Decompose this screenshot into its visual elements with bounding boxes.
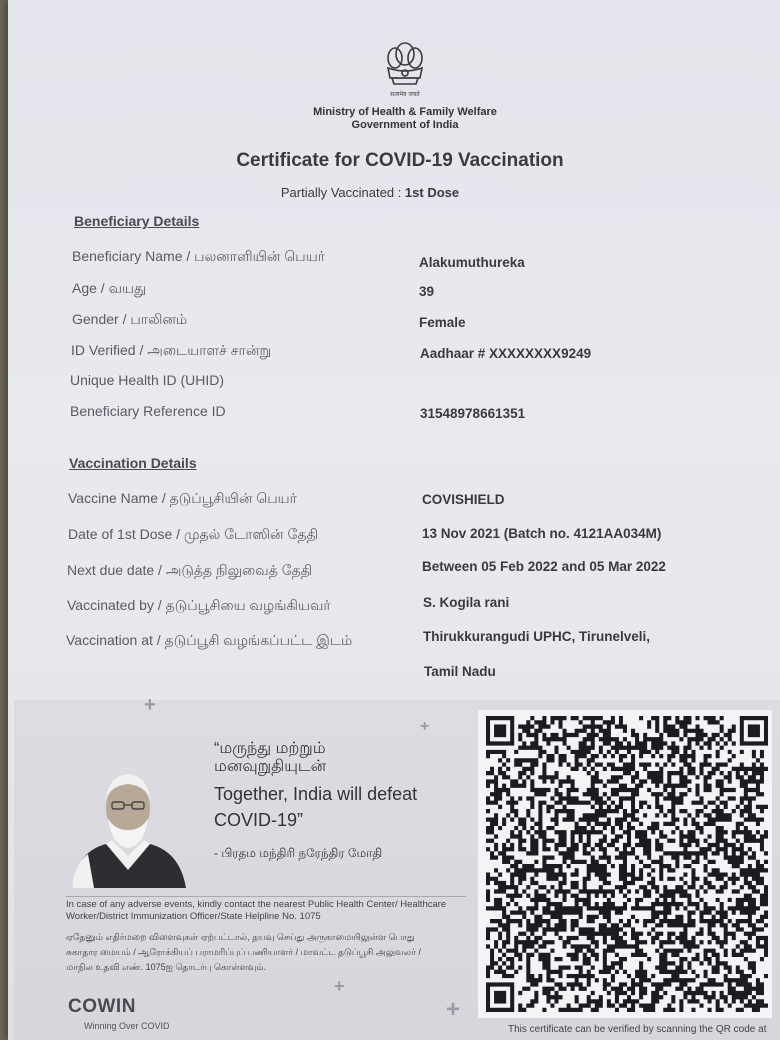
adverse-events-notice-tamil [66,930,466,975]
quote-tamil-line2: மனவுறுதியுடன் [214,758,327,775]
age-value: 39 [419,284,435,299]
age-label: Age / வயது [72,280,147,296]
verification-note: This certificate can be verified by scanning the QR code at [508,1024,767,1035]
emblem-motto: सत्यमेव जयते [390,91,420,98]
vaccination-status [240,185,500,200]
ministry-name [290,106,520,132]
plus-decoration-icon: + [420,718,430,735]
vaccination-heading: Vaccination Details [69,455,197,471]
divider [66,896,466,897]
plus-decoration-icon: + [446,996,461,1023]
next-due-date-label: Next due date / அடுத்த நிலுவைத் தேதி [67,562,313,578]
quote-english [214,781,464,833]
notice-tamil-line2: சுகாதார மையம் / ஆரோக்கியப் பராமரிப்புப் பணியாளர் / மாவட்ட தடுப்பூசி அலுவலர் / [66,947,421,957]
qr-code [486,716,768,1012]
qr-finder-pattern [494,724,506,737]
government-line: Government of India [351,119,459,131]
qr-finder-pattern [494,991,506,1004]
reference-id-label: Beneficiary Reference ID [70,403,226,419]
vaccine-name-value: COVISHIELD [422,492,505,507]
quote-tamil-line1: “மருந்து மற்றும் [214,740,326,757]
plus-decoration-icon: + [144,694,156,716]
next-due-date-value: Between 05 Feb 2022 and 05 Mar 2022 [422,559,666,574]
quote-english-line2: COVID-19” [214,810,304,830]
reference-id-value: 31548978661351 [420,406,526,421]
quote-tamil [214,740,434,776]
beneficiary-name-value: Alakumuthureka [419,255,525,270]
uhid-label: Unique Health ID (UHID) [70,372,225,388]
notice-tamil-line1: ஏதேனும் எதிர்மறை விளைவுகள் ஏற்பட்டால், தயவு செய்து அருகாமையிலுள்ள பொது [66,932,415,942]
gender-value: Female [419,315,466,330]
cowin-logo: COWIN [68,996,136,1017]
quote-attribution: - பிரதம மந்திரி நரேந்திர மோதி [214,846,383,860]
gender-label: Gender / பாலினம் [72,311,188,327]
first-dose-date-value: 13 Nov 2021 (Batch no. 4121AA034M) [422,526,662,541]
prime-minister-portrait [66,760,190,888]
vaccinated-by-label: Vaccinated by / தடுப்பூசியை வழங்கியவர் [67,597,331,613]
beneficiary-name-label: Beneficiary Name / பலனாளியின் பெயர் [72,248,326,264]
id-verified-value: Aadhaar # XXXXXXXX9249 [420,346,592,361]
national-emblem-icon [382,38,428,104]
vaccination-at-value: Thirukkurangudi UPHC, Tirunelveli, [423,629,651,644]
certificate-title: Certificate for COVID-19 Vaccination [236,150,564,171]
vaccine-name-label: Vaccine Name / தடுப்பூசியின் பெயர் [68,490,297,506]
cowin-tagline: Winning Over COVID [84,1021,170,1031]
status-prefix: Partially Vaccinated : [280,185,405,200]
vaccination-at-value-line2: Tamil Nadu [424,664,496,679]
qr-finder-pattern [748,724,760,737]
beneficiary-heading: Beneficiary Details [74,213,200,229]
first-dose-date-label: Date of 1st Dose / முதல் டோஸின் தேதி [68,526,319,542]
notice-tamil-line3: மாநில உதவி எண். 1075ஐ தொடர்பு கொள்ளவும். [66,962,267,972]
quote-english-line1: Together, India will defeat [214,784,418,804]
plus-decoration-icon: + [334,976,345,996]
status-dose: 1st Dose [404,185,460,200]
id-verified-label: ID Verified / அடையாளச் சான்று [71,342,272,358]
vaccination-at-label: Vaccination at / தடுப்பூசி வழங்கப்பட்ட இடம் [66,632,353,648]
vaccinated-by-value: S. Kogila rani [423,595,510,610]
adverse-events-notice-english: In case of any adverse events, kindly contact the nearest Public Health Center/ Healthcare Worker/District Immunization Officer/State Helpline No. 1075 [66,899,447,922]
ministry-line: Ministry of Health & Family Welfare [313,106,497,118]
